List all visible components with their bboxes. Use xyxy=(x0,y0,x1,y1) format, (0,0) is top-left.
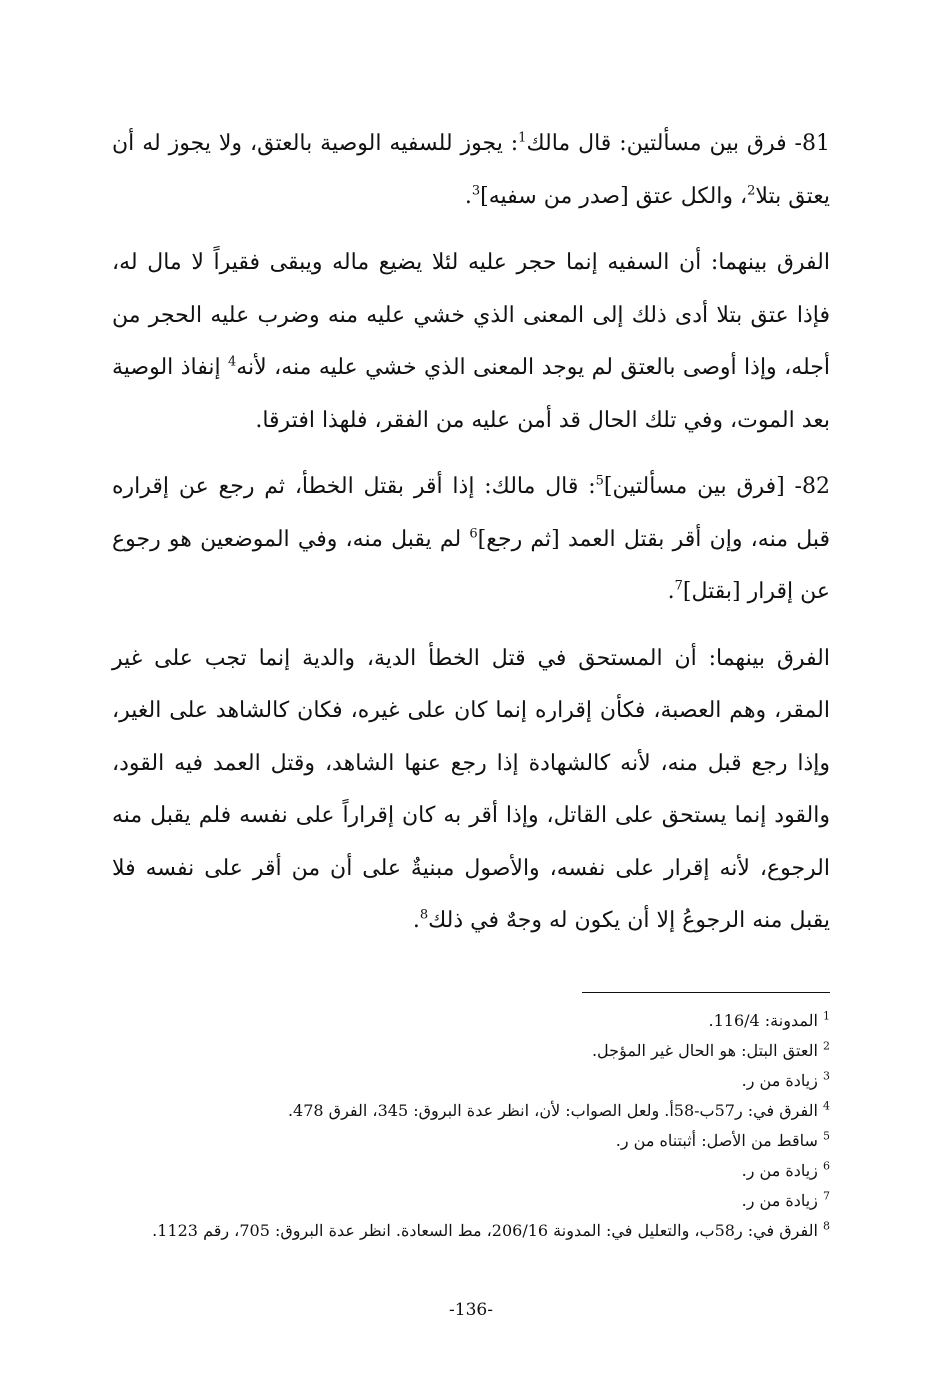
footnote xyxy=(112,1066,830,1096)
footnote-ref: 2 xyxy=(747,183,756,199)
paragraph xyxy=(112,118,830,223)
text-run: ، والكل عتق [صدر من سفيه] xyxy=(480,183,748,209)
paragraph xyxy=(112,633,830,948)
footnote-ref: 4 xyxy=(227,354,237,370)
footnote-text: الفرق في: ر58ب، والتعليل في: المدونة 206/16، مط السعادة. انظر عدة البروق: 705، رقم 1123. xyxy=(152,1221,818,1240)
text-run: الفرق بينهما: أن المستحق في قتل الخطأ الدية، والدية إنما تجب على غير المقر، وهم العصبة، فكأن إقراره إنما كان على غيره، فكان كالشاهد على الغير، وإذا رجع قبل منه، لأنه كالشهادة إذا رجع عنها الشاهد، وقتل العمد فيه القود، والقود إنما يستحق على القاتل، وإذا أقر به كان إقراراً على نفسه فلم يقبل منه الرجوع، لأنه إقرار على نفسه، والأصول مبنيةٌ على أن من أقر على نفسه فلا يقبل منه الرجوعُ إلا أن يكون له وجهٌ في ذلك xyxy=(112,645,830,933)
footnote-number: 1 xyxy=(823,1009,830,1023)
footnote-divider xyxy=(582,992,830,993)
text-run: . xyxy=(412,908,420,933)
page-number: -136- xyxy=(449,1300,493,1320)
footnote-text: زيادة من ر. xyxy=(741,1161,818,1180)
footnote-text: العتق البتل: هو الحال غير المؤجل. xyxy=(591,1041,818,1060)
text-run: : يجوز للسفيه الوصية بالعتق، ولا يجوز له أن يعتق بتلا xyxy=(112,131,830,209)
footnote-ref: 6 xyxy=(469,526,478,542)
footnote-ref: 5 xyxy=(595,473,604,489)
paragraph xyxy=(112,461,830,619)
text-run: . xyxy=(667,579,675,604)
footnote xyxy=(112,1096,830,1126)
footnote-number: 4 xyxy=(823,1099,830,1113)
text-run: . xyxy=(464,183,472,209)
footnote-text: المدونة: 116/4. xyxy=(708,1011,818,1030)
footnote-number: 8 xyxy=(823,1219,830,1233)
footnote-text: زيادة من ر. xyxy=(741,1071,818,1090)
footnote-number: 2 xyxy=(823,1039,830,1053)
text-run: 82- [فرق بين مسألتين] xyxy=(603,474,830,499)
footnote-ref: 7 xyxy=(674,578,683,594)
text-run: 81- فرق بين مسألتين: قال مالك xyxy=(526,131,830,156)
footnote-number: 6 xyxy=(823,1159,830,1173)
footnotes xyxy=(112,1006,830,1246)
footnote-number: 3 xyxy=(823,1069,830,1083)
footnote-text: ساقط من الأصل: أثبتناه من ر. xyxy=(615,1131,818,1150)
footnote xyxy=(112,1216,830,1246)
footnote-number: 5 xyxy=(823,1129,830,1143)
footnote-ref: 3 xyxy=(471,183,481,199)
footnote xyxy=(112,1036,830,1066)
paragraph xyxy=(112,237,830,447)
main-text xyxy=(112,118,830,948)
text-run: إنفاذ الوصية بعد الموت، وفي تلك الحال قد أمن عليه من الفقر، فلهذا افترقا. xyxy=(112,355,830,433)
footnote xyxy=(112,1156,830,1186)
footnote-text: الفرق في: ر57ب-58أ. ولعل الصواب: لأن، انظر عدة البروق: 345، الفرق 478. xyxy=(287,1101,818,1120)
text-run: : قال مالك: إذا أقر بقتل الخطأ، ثم رجع عن إقراره قبل منه، وإن أقر بقتل العمد [ثم رجع] xyxy=(112,474,831,552)
footnote-number: 7 xyxy=(823,1189,830,1203)
footnote-ref: 8 xyxy=(419,907,429,923)
footnote xyxy=(112,1006,830,1036)
footnote xyxy=(112,1126,830,1156)
text-run: لم يقبل منه، وفي الموضعين هو رجوع عن إقرار [بقتل] xyxy=(112,526,830,604)
footnote-text: زيادة من ر. xyxy=(741,1191,818,1210)
text-run: الفرق بينهما: أن السفيه إنما حجر عليه لئلا يضيع ماله ويبقى فقيراً لا مال له، فإذا عتق بتلا أدى ذلك إلى المعنى الذي خشي عليه منه وضرب عليه الحجر من أجله، وإذا أوصى بالعتق لم يوجد المعنى الذي خشي عليه منه، لأنه xyxy=(112,250,830,380)
footnote xyxy=(112,1186,830,1216)
footnote-ref: 1 xyxy=(518,130,527,146)
